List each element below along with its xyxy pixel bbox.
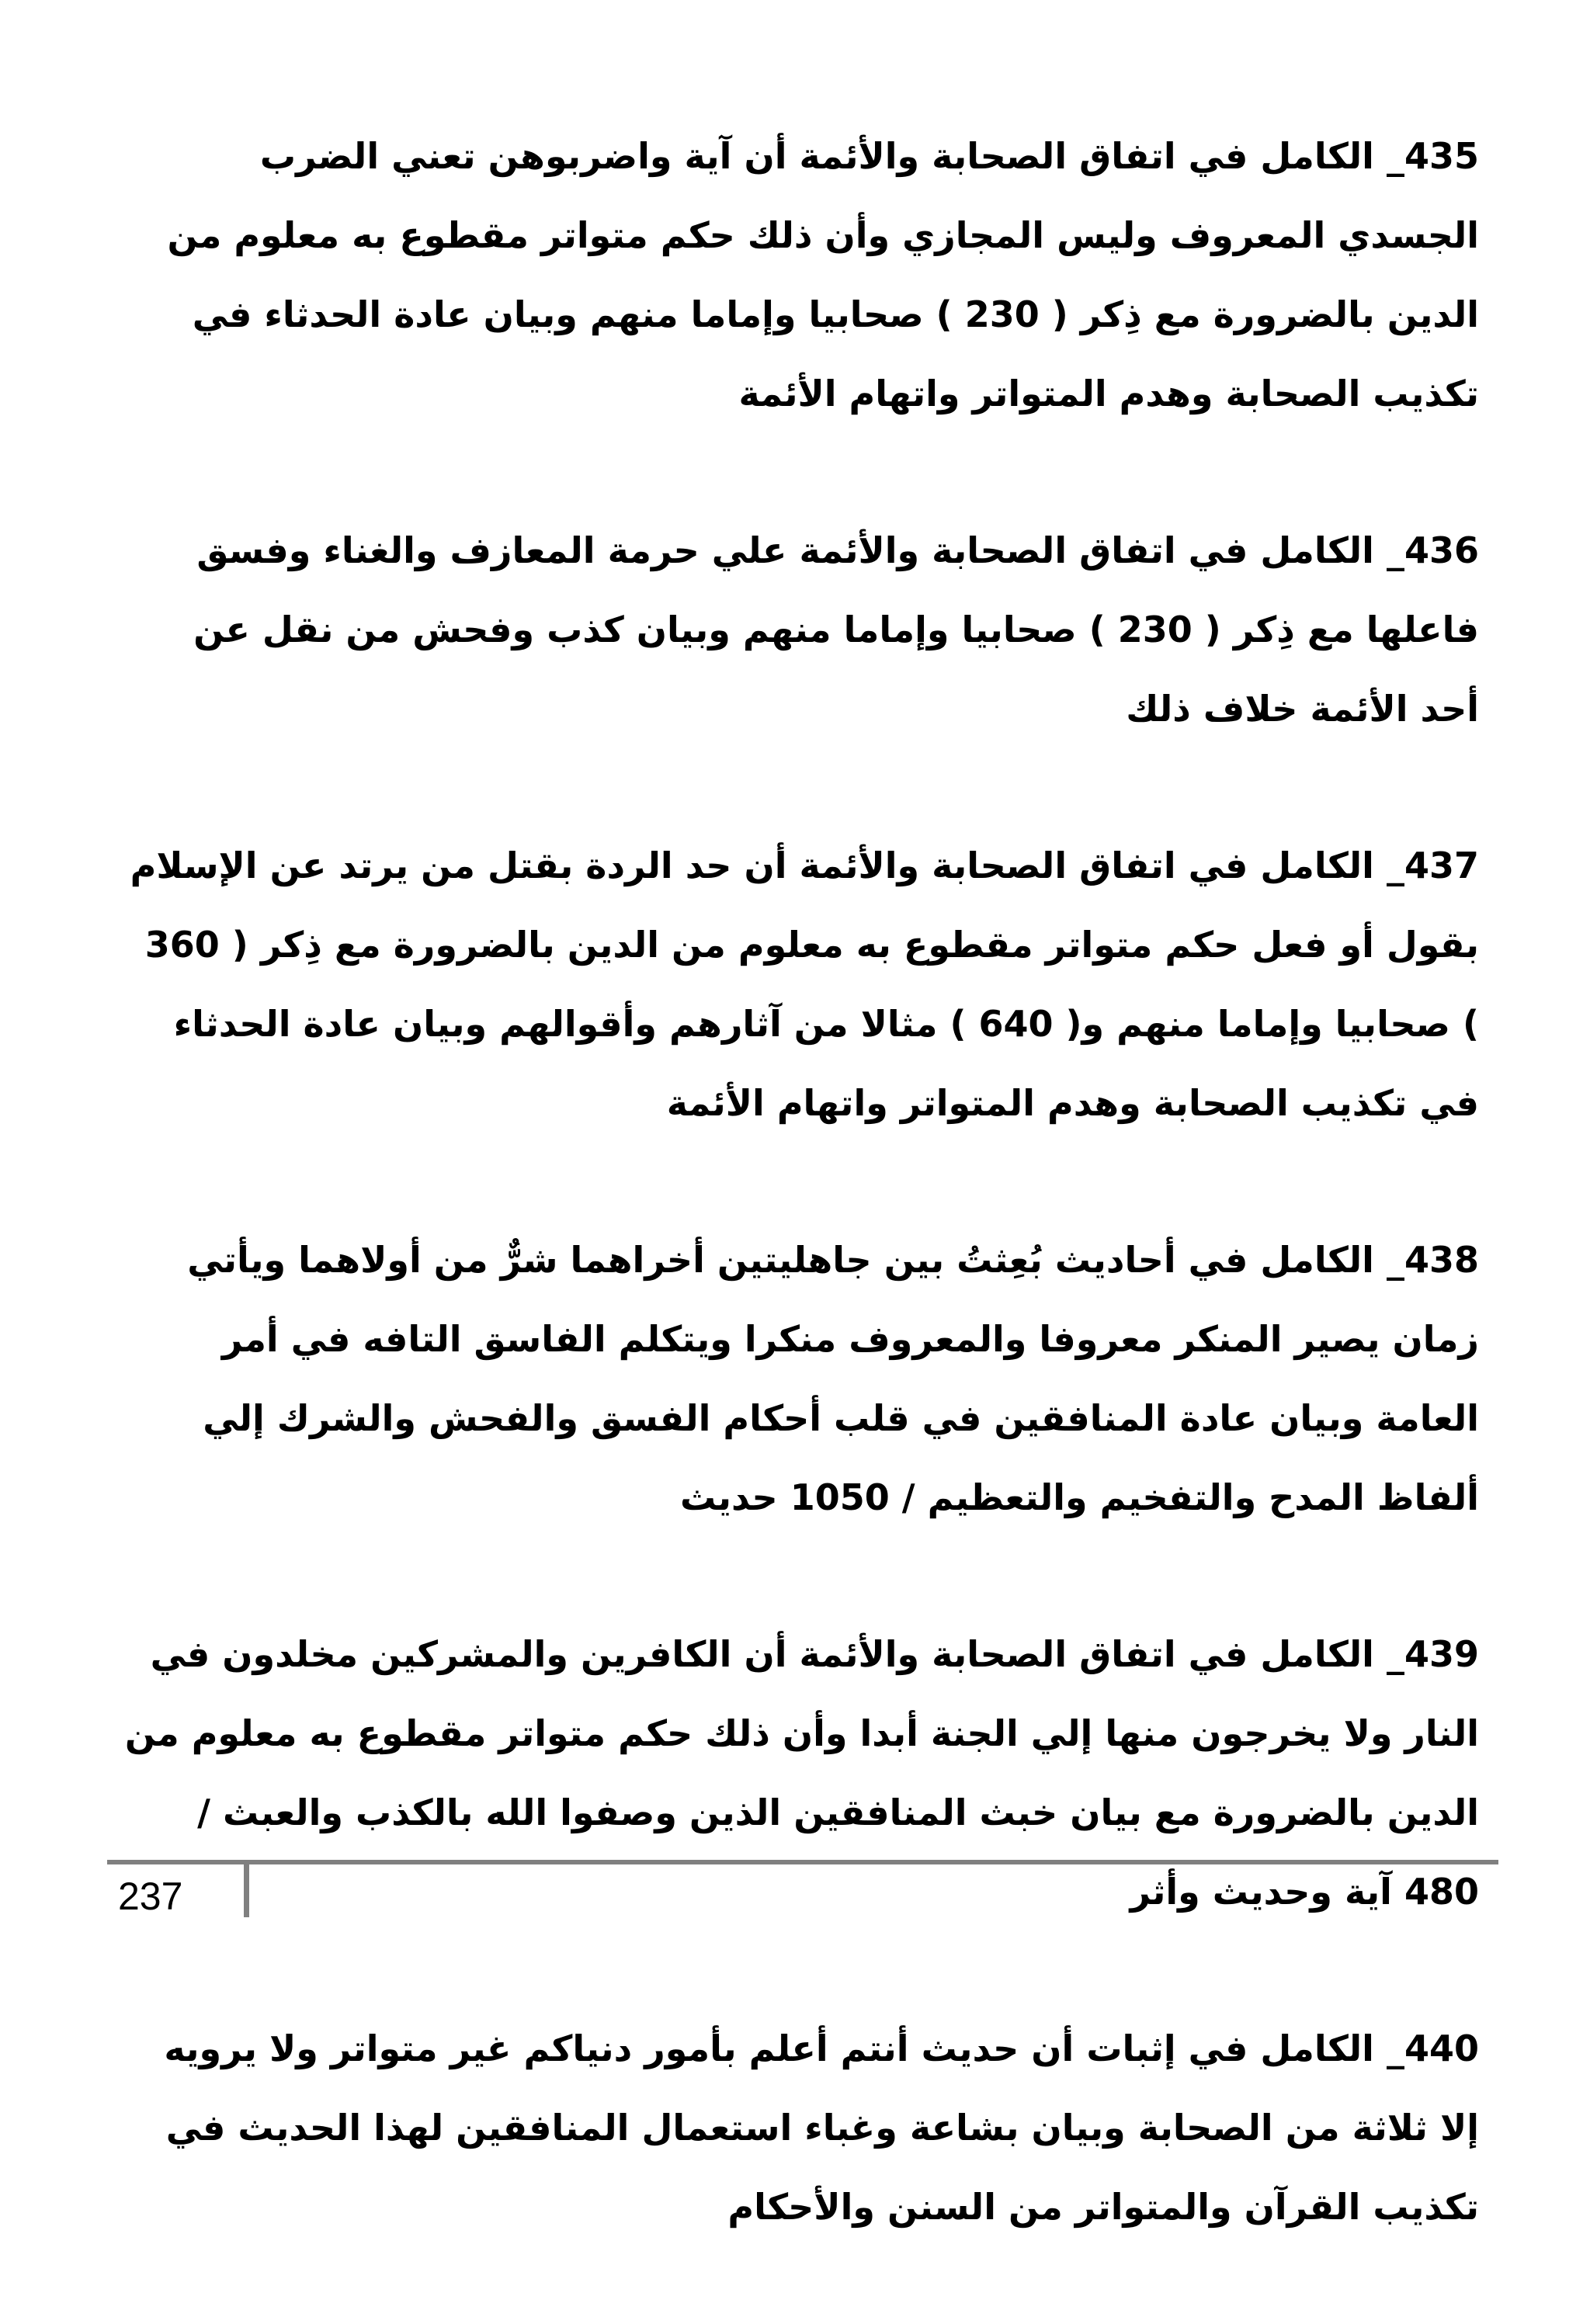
entry-438: 438_ الكامل في أحاديث بُعِثتُ بين جاهليتين أخراهما شرٌّ من أولاهما ويأتي زمان يصير المنكر معروفا والمعروف منكرا ويتكلم الفاسق التافه في أمر العامة وبيان عادة المنافقين في قلب أحكام الفسق والفحش والشرك إلي ألفاظ المدح والتفخيم والتعظيم / 1050 حديث <box>187 1239 1479 1518</box>
entry-435: 435_ الكامل في اتفاق الصحابة والأئمة أن آية واضربوهن تعني الضرب الجسدي المعروف وليس المجازي وأن ذلك حكم متواتر مقطوع به معلوم من الدين بالضرورة مع ذِكر ( 230 ) صحابيا وإماما منهم وبيان عادة الحدثاء في تكذيب الصحابة وهدم المتواتر واتهام الأئمة <box>167 135 1479 415</box>
entries-list <box>124 116 1479 2324</box>
entry-436: 436_ الكامل في اتفاق الصحابة والأئمة علي حرمة المعازف والغناء وفسق فاعلها مع ذِكر ( 230 ) صحابيا وإماما منهم وبيان كذب وفحش من نقل عن أحد الأئمة خلاف ذلك <box>193 529 1479 730</box>
entry-440: 440_ الكامل في إثبات أن حديث أنتم أعلم بأمور دنياكم غير متواتر ولا يرويه إلا ثلاثة من الصحابة وبيان بشاعة وغباء استعمال المنافقين لهذا الحديث في تكذيب القرآن والمتواتر من السنن والأحكام <box>164 2027 1479 2228</box>
page-number: 237 <box>118 1875 183 1918</box>
footer-divider <box>244 1860 249 1917</box>
entry-437: 437_ الكامل في اتفاق الصحابة والأئمة أن حد الردة بقتل من يرتد عن الإسلام بقول أو فعل حكم متواتر مقطوع به معلوم من الدين بالضرورة مع ذِكر ( 360 ) صحابيا وإماما منهم و( 640 ) مثالا من آثارهم وأقوالهم وبيان عادة الحدثاء في تكذيب الصحابة وهدم المتواتر واتهام الأئمة <box>130 845 1479 1124</box>
footer-rule <box>107 1860 1498 1864</box>
entry-439: 439_ الكامل في اتفاق الصحابة والأئمة أن الكافرين والمشركين مخلدون في النار ولا يخرجون منها إلي الجنة أبدا وأن ذلك حكم متواتر مقطوع به معلوم من الدين بالضرورة مع بيان خبث المنافقين الذين وصفوا الله بالكذب والعبث / 480 آية وحديث وأثر <box>124 1633 1479 1913</box>
